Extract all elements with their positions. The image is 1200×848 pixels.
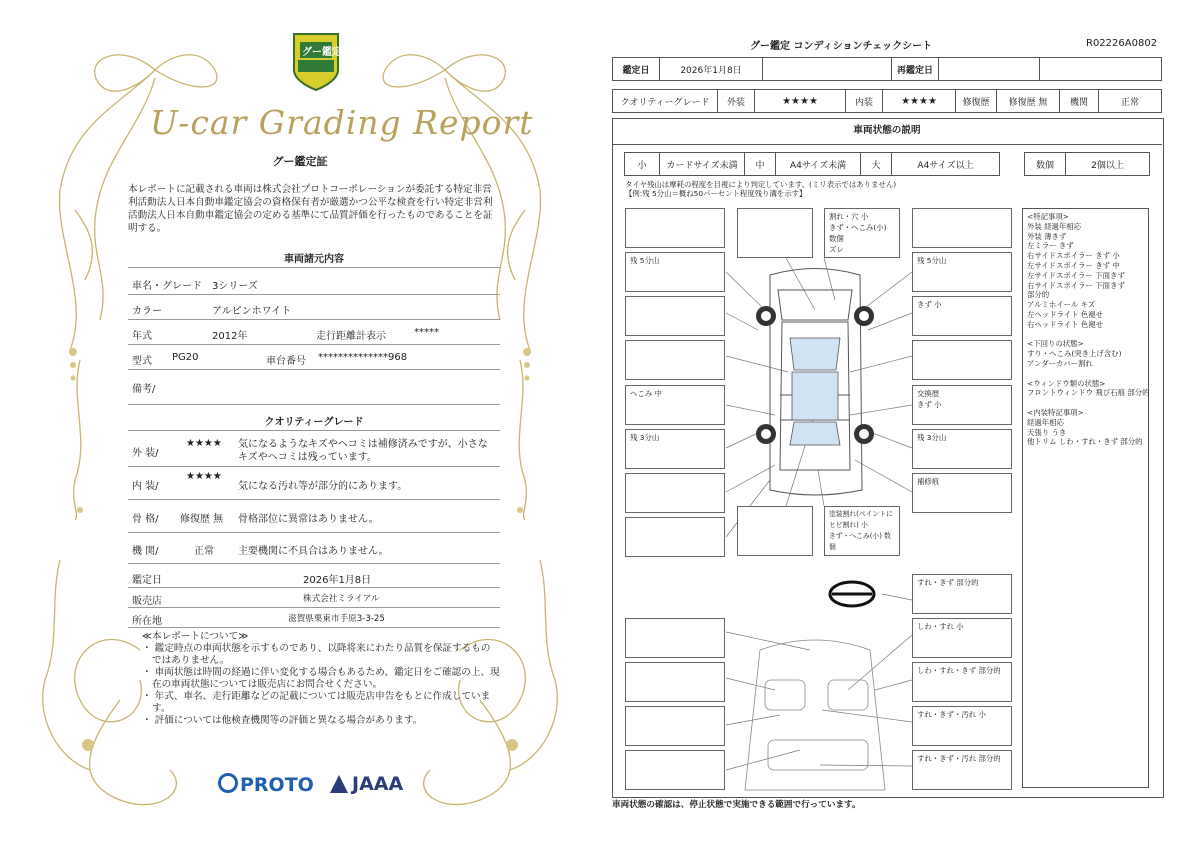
spec-year-value: 2012年 [212,331,248,342]
note-line: 経過年相応 [1027,417,1064,427]
notes-heading: <ウィンドウ類の状態> [1027,378,1106,388]
sheet-title: グー鑑定 コンディションチェックシート [750,41,933,52]
note-line: フロントウィンドウ 飛び石痕 部分的 [1027,388,1150,398]
grade-label: クオリティーグレード [613,90,718,113]
address-label: 所在地 [132,616,162,627]
spec-chassis-label: 車台番号 [266,356,306,367]
repair-value: 修復歴 無 [997,90,1060,113]
shop-row [128,589,500,608]
engine-sheet-value: 正常 [1099,90,1162,113]
note-line: 右サイドスポイラー きず 小 [1027,251,1120,261]
condition-title: 車両状態の説明 [612,118,1162,145]
interior-text: 気になる汚れ等が部分的にあります。 [238,481,408,492]
damage-box-empty [737,506,813,556]
quality-rule [128,430,500,431]
engine-value: 正常 [194,546,214,557]
spec-row-model [128,347,500,370]
tire-note-line: タイヤ残山は摩耗の程度を目視により判定しています。(ミリ表示ではありません) [625,180,897,189]
exterior-stars: ★★★★ [186,438,222,449]
note-line: 左サイドスポイラー きず 中 [1027,260,1120,270]
damage-box-empty [625,517,725,557]
ext-value: ★★★★ [755,90,846,113]
shop-value: 株式会社ミライアル [303,594,380,604]
engine-label: 機 関/ [132,546,159,557]
note-line: すり・へこみ(突き上げ含む) [1027,349,1122,359]
size-mid-desc: A4サイズ未満 [776,153,861,176]
spec-chassis-value: **************968 [318,352,408,363]
appraisal-date-value: 2026年1月8日 [303,575,372,586]
spec-row-name [128,272,500,295]
frame-value: 修復歴 無 [180,514,224,525]
notes-title: ≪本レポートについて≫ [142,631,249,642]
spec-row-year [128,322,500,345]
specs-rule [128,267,500,268]
damage-box-empty [625,340,725,380]
interior-box-empty [625,750,725,790]
interior-box-4: すれ・きず・汚れ 部分的 [912,750,1012,790]
appraisal-date-label: 鑑定日 [132,575,162,586]
size-large-desc: A4サイズ以上 [892,153,1000,176]
spec-row-color [128,297,500,320]
engine-text: 主要機関に不具合はありません。 [238,546,389,557]
note-line: 外装 薄きず [1027,231,1067,241]
notes-heading: <下回りの状態> [1027,339,1084,349]
jaaa-logo [330,773,403,795]
note-line: 左ミラー きず [1027,241,1074,251]
steering-condition-box: すれ・きず 部分的 [912,574,1012,614]
note-line: 外装 経過年相応 [1027,221,1082,231]
address-value: 滋賀県栗東市手原3-3-25 [288,614,385,624]
interior-box-empty [625,618,725,658]
size-mid: 中 [745,153,776,176]
damage-box-empty [625,296,725,336]
damage-box-right-quarter: 補修痕 [912,473,1012,513]
spec-remarks-label: 備考/ [132,384,156,395]
damage-box-empty [912,340,1012,380]
size-large: 大 [861,153,892,176]
spec-model-label: 型式 [132,356,152,367]
note-line: 部分的 [1027,290,1050,300]
appraisal-date-row [128,567,500,588]
interior-stars: ★★★★ [186,471,222,482]
interior-box-3: すれ・きず・汚れ 小 [912,706,1012,746]
exterior-text: 気になるようなキズやヘコミは補修済みですが、小さなキズやヘコミは残っています。 [238,439,488,463]
spec-year-label: 年式 [132,331,152,342]
int-label: 内装 [846,90,883,113]
quality-row-interior [128,469,500,500]
spec-name-label: 車名・グレード [132,281,202,292]
engine-sheet-label: 機関 [1060,90,1099,113]
proto-logo [218,773,314,796]
note-line: 左ヘッドライト 色褪せ [1027,309,1104,319]
date-label: 鑑定日 [613,58,660,81]
note-spacer [1027,330,1144,340]
interior-box-empty [625,662,725,702]
badge-text: グー鑑定 [302,47,342,58]
note-line: 他トリム しわ・すれ・きず 部分的 [1027,437,1143,447]
damage-box-right-fender: きず 小 [912,296,1012,336]
jaaa-mark-icon [330,775,348,793]
size-small-desc: カードサイズ未満 [660,153,745,176]
note-item: ・ 鑑定時点の車両状態を示すものであり、以降将来にわたり品質を保証するものではありません。 [142,643,491,666]
sheet-ref-number: R02226A0802 [1086,38,1158,49]
proto-logo-text: PROTO [240,774,314,796]
note-line: 右ヘッドライト 色褪せ [1027,319,1104,329]
damage-box-left-door: へこみ 中 [625,385,725,425]
proto-mark-icon [218,773,238,793]
sheet-footer: 車両状態の確認は、停止状態で実施できる範囲で行っています。 [612,800,861,810]
quality-row-frame [128,502,500,533]
note-item: ・ 年式、車名、走行距離などの記載については販売店申告をもとに作成しています。 [142,691,491,714]
spec-color-label: カラー [132,306,162,317]
size-small: 小 [625,153,660,176]
shield-logo-icon [288,30,344,92]
note-line: 左サイドスポイラー 下面きず [1027,270,1125,280]
frame-label: 骨 格/ [132,514,159,525]
note-spacer [1027,398,1144,408]
tire-box-left-rear: 残 3分山 [625,429,725,469]
certificate-intro: 本レポートに記載される車両は株式会社プロトコーポレーションが委託する特定非営利活動法人日本自動車鑑定協会の資格保有者が厳選かつ公平な検査を行い特定非営利活動法人日本自動車鑑定協会の定める基準にて品質評価を行ったものであることを証明する。 [128,184,493,234]
damage-box-empty [912,208,1012,248]
exterior-label: 外 装/ [132,448,159,459]
report-notes [140,631,500,727]
spec-row-remarks [128,372,500,405]
interior-box-1: しわ・すれ 小 [912,618,1012,658]
note-spacer [1027,369,1144,379]
ext-label: 外装 [718,90,755,113]
interior-label: 内 装/ [132,481,159,492]
quality-row-exterior [128,434,500,467]
damage-box-rear: 塗装割れ(ペイントにヒビ割れ) 小 きず・へこみ(小) 数個 [824,506,900,556]
spec-color-value: アルピンホワイト [212,306,292,317]
interior-box-empty [625,706,725,746]
specs-title: 車両諸元内容 [284,254,344,265]
int-value: ★★★★ [883,90,956,113]
tire-box-left-front: 残 5分山 [625,252,725,292]
special-notes-panel [1022,208,1149,788]
count-label: 数個 [1025,153,1066,176]
tire-note-line: 【例:残 5分山＝概ね50パーセント程度残り溝を示す】 [625,189,807,198]
note-line: 右サイドスポイラー 下面きず [1027,280,1125,290]
damage-box-right-door: 交換歴 きず 小 [912,385,1012,425]
goo-appraisal-badge [288,30,344,92]
address-row [128,609,500,628]
damage-box-empty [625,473,725,513]
notes-heading: <内装特記事項> [1027,407,1084,417]
damage-box-front: 割れ・穴 小 きず・へこみ(小) 数個 ズレ [824,208,900,258]
spec-mileage-value: ***** [414,327,439,338]
shop-label: 販売店 [132,596,162,607]
count-desc: 2個以上 [1066,153,1150,176]
condition-check-sheet [600,0,1200,848]
repair-label: 修復歴 [956,90,997,113]
tire-box-right-front: 残 5分山 [912,252,1012,292]
frame-text: 骨格部位に異常はありません。 [238,514,379,525]
spec-mileage-label: 走行距離計表示 [316,331,386,342]
damage-box-empty [625,208,725,248]
quality-row-engine [128,535,500,564]
note-line: 天張り うき [1027,427,1067,437]
note-line: アンダーカバー割れ [1027,358,1093,368]
interior-box-2: しわ・すれ・きず 部分的 [912,662,1012,702]
spec-model-value: PG20 [172,352,199,363]
damage-box-empty [737,208,813,258]
certificate-title: グー鑑定証 [272,155,328,168]
spec-name-value: 3シリーズ [212,281,258,292]
date-value: 2026年1月8日 [660,58,763,81]
note-item: ・ 評価については他検査機関等の評価と異なる場合があります。 [142,715,423,726]
note-line: アルミホイール キズ [1027,300,1096,310]
quality-title: クオリティーグレード [264,417,364,428]
note-item: ・ 車両状態は時間の経過に伴い変化する場合もあるため、鑑定日をご確認の上、現在の車両状態については販売店にお問合せください。 [142,667,500,690]
steering-wheel-icon [830,582,874,606]
notes-heading: <特記事項> [1027,212,1069,221]
tire-box-right-rear: 残 3分山 [912,429,1012,469]
reappraisal-label: 再鑑定日 [892,58,939,81]
jaaa-logo-text: JAAA [352,773,404,795]
report-script-title: U-car Grading Report [150,103,534,142]
